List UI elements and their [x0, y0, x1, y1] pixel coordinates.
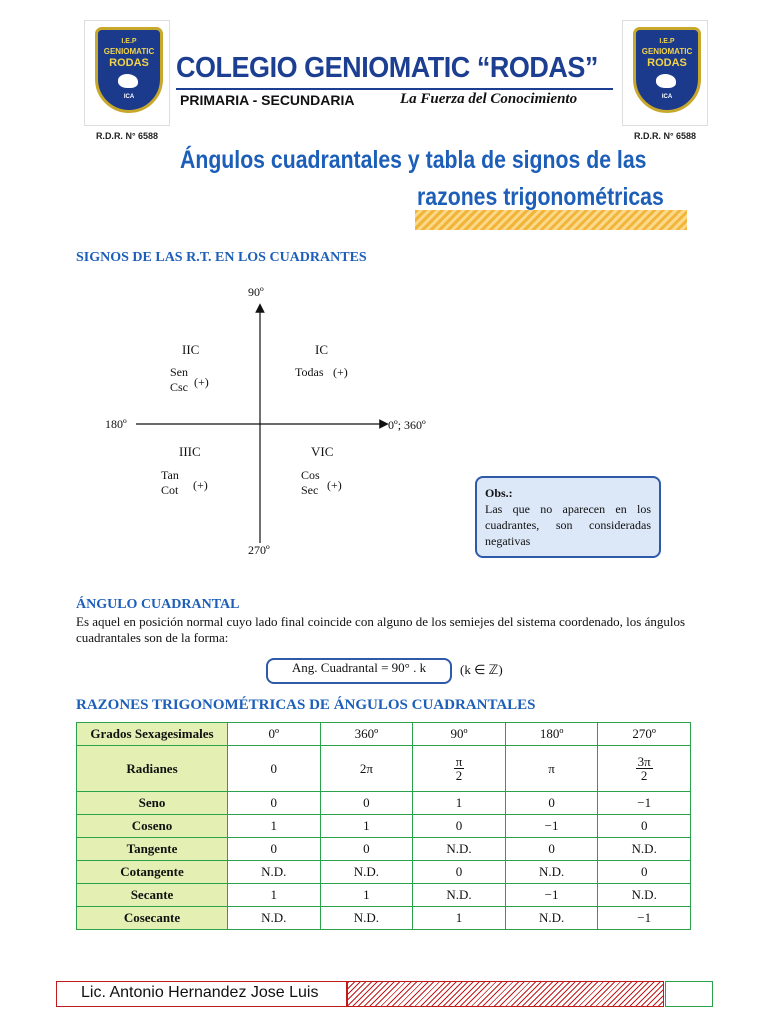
table-cell: 0: [228, 838, 321, 861]
dove-icon: [118, 74, 138, 88]
title-underline-stripe: [415, 210, 687, 230]
table-row: [77, 815, 691, 838]
logo-text: I.E.P: [659, 38, 675, 45]
school-slogan: La Fuerza del Conocimiento: [400, 91, 578, 107]
table-cell: N.D.: [505, 907, 598, 930]
q2-sign: (+): [194, 375, 209, 389]
school-logo-left: [84, 20, 170, 141]
table-header-cell: Cotangente: [77, 861, 228, 884]
table-row: [77, 746, 691, 792]
table-header-cell: Grados Sexagesimales: [77, 723, 228, 746]
dove-icon: [656, 74, 676, 88]
table-cell: N.D.: [413, 884, 506, 907]
fraction: [454, 755, 465, 782]
table-cell: 1: [320, 884, 413, 907]
q4-sign: (+): [327, 478, 342, 492]
trig-values-table: [76, 722, 691, 930]
logo-text: RODAS: [109, 57, 149, 69]
quadrant-label-ic: IC: [315, 342, 328, 357]
table-cell: 0: [413, 861, 506, 884]
quadrant-label-iiic: IIIC: [179, 444, 201, 459]
quadrantal-formula: Ang. Cuadrantal = 90° . k: [266, 658, 452, 684]
quadrantal-definition: Es aquel en posición normal cuyo lado final coincide con alguno de los semiejes del sistema coordenado, los ángulos cuadrantales son de la forma:: [76, 614, 686, 645]
table-cell: −1: [598, 792, 691, 815]
table-cell: −1: [598, 907, 691, 930]
degree-cell: 270º: [598, 723, 691, 746]
rdr-number: R.D.R. N° 6588: [95, 131, 159, 141]
degree-cell: 0º: [228, 723, 321, 746]
degree-cell: 180º: [505, 723, 598, 746]
school-name: COLEGIO GENIOMATIC “RODAS”: [176, 52, 598, 84]
table-cell: −1: [505, 815, 598, 838]
radian-cell: 0: [228, 746, 321, 792]
table-header-cell: Secante: [77, 884, 228, 907]
q1-sign: (+): [333, 365, 348, 379]
table-header-cell: Seno: [77, 792, 228, 815]
degree-cell: 360º: [320, 723, 413, 746]
table-cell: −1: [505, 884, 598, 907]
axis-label-180: 180º: [105, 417, 127, 431]
q1-function-todas: Todas: [295, 365, 324, 379]
table-cell: 0: [505, 792, 598, 815]
table-row: [77, 792, 691, 815]
table-cell: 0: [598, 815, 691, 838]
quadrant-label-vic: VIC: [311, 444, 334, 459]
section-heading-quadrantal: ÁNGULO CUADRANTAL: [76, 597, 240, 612]
fraction-numerator: π: [455, 754, 463, 769]
logo-text: RODAS: [647, 57, 687, 69]
table-row: [77, 861, 691, 884]
q2-function-csc: Csc: [170, 380, 188, 394]
table-row: [77, 907, 691, 930]
logo-text: I.E.P: [121, 38, 137, 45]
q3-function-tan: Tan: [161, 468, 179, 482]
table-header-cell: Radianes: [77, 746, 228, 792]
table-header-cell: Cosecante: [77, 907, 228, 930]
school-levels: PRIMARIA - SECUNDARIA: [180, 92, 355, 108]
axis-label-270: 270º: [248, 543, 270, 557]
table-cell: 1: [228, 884, 321, 907]
formula-condition: (k ∈ ℤ): [460, 662, 503, 677]
table-row: [77, 723, 691, 746]
axis-label-90: 90º: [248, 285, 264, 299]
radian-cell: [598, 746, 691, 792]
logo-text: GENIOMATIC: [641, 47, 693, 56]
degree-cell: 90º: [413, 723, 506, 746]
table-cell: 1: [413, 792, 506, 815]
table-cell: 0: [598, 861, 691, 884]
table-cell: 1: [413, 907, 506, 930]
fraction-denominator: 2: [640, 768, 648, 783]
table-cell: 1: [228, 815, 321, 838]
fraction: [636, 755, 653, 782]
page-title-line2: razones trigonométricas: [417, 183, 664, 211]
radian-cell: π: [505, 746, 598, 792]
fraction-denominator: 2: [455, 768, 463, 783]
table-cell: N.D.: [598, 838, 691, 861]
school-logo-right: [622, 20, 708, 141]
footer-page-box: [665, 981, 713, 1007]
section-heading-table: RAZONES TRIGONOMÉTRICAS DE ÁNGULOS CUADRANTALES: [76, 697, 536, 713]
page-title-line1: Ángulos cuadrantales y tabla de signos de las: [180, 146, 647, 174]
table-cell: 0: [228, 792, 321, 815]
radian-cell: [413, 746, 506, 792]
observation-text: Las que no aparecen en los cuadrantes, son consideradas negativas: [485, 502, 651, 548]
table-cell: 0: [505, 838, 598, 861]
table-cell: N.D.: [598, 884, 691, 907]
fraction-numerator: 3π: [637, 754, 651, 769]
table-cell: N.D.: [228, 861, 321, 884]
logo-text: GENIOMATIC: [103, 47, 155, 56]
header-divider: [176, 88, 613, 90]
q4-function-sec: Sec: [301, 483, 319, 497]
q3-sign: (+): [193, 478, 208, 492]
author-footer: Lic. Antonio Hernandez Jose Luis: [56, 981, 347, 1007]
section-heading-signs: SIGNOS DE LAS R.T. EN LOS CUADRANTES: [76, 250, 367, 265]
table-row: [77, 884, 691, 907]
table-cell: 0: [320, 792, 413, 815]
observation-title: Obs.:: [485, 486, 513, 500]
table-cell: N.D.: [505, 861, 598, 884]
observation-box: [475, 476, 661, 558]
radian-cell: 2π: [320, 746, 413, 792]
rdr-number: R.D.R. N° 6588: [633, 131, 697, 141]
quadrant-label-iic: IIC: [182, 342, 200, 357]
logo-text: ICA: [661, 94, 673, 100]
table-row: [77, 838, 691, 861]
q2-function-sen: Sen: [170, 365, 188, 379]
q4-function-cos: Cos: [301, 468, 320, 482]
shield-icon: [95, 27, 163, 113]
table-header-cell: Coseno: [77, 815, 228, 838]
table-cell: N.D.: [320, 907, 413, 930]
table-cell: 1: [320, 815, 413, 838]
shield-icon: [633, 27, 701, 113]
table-cell: 0: [413, 815, 506, 838]
footer-hatch-bar: [347, 981, 664, 1007]
axis-label-0-360: 0º; 360º: [388, 418, 426, 432]
table-header-cell: Tangente: [77, 838, 228, 861]
table-cell: N.D.: [228, 907, 321, 930]
table-cell: N.D.: [413, 838, 506, 861]
table-cell: 0: [320, 838, 413, 861]
table-cell: N.D.: [320, 861, 413, 884]
logo-text: ICA: [123, 94, 135, 100]
q3-function-cot: Cot: [161, 483, 179, 497]
